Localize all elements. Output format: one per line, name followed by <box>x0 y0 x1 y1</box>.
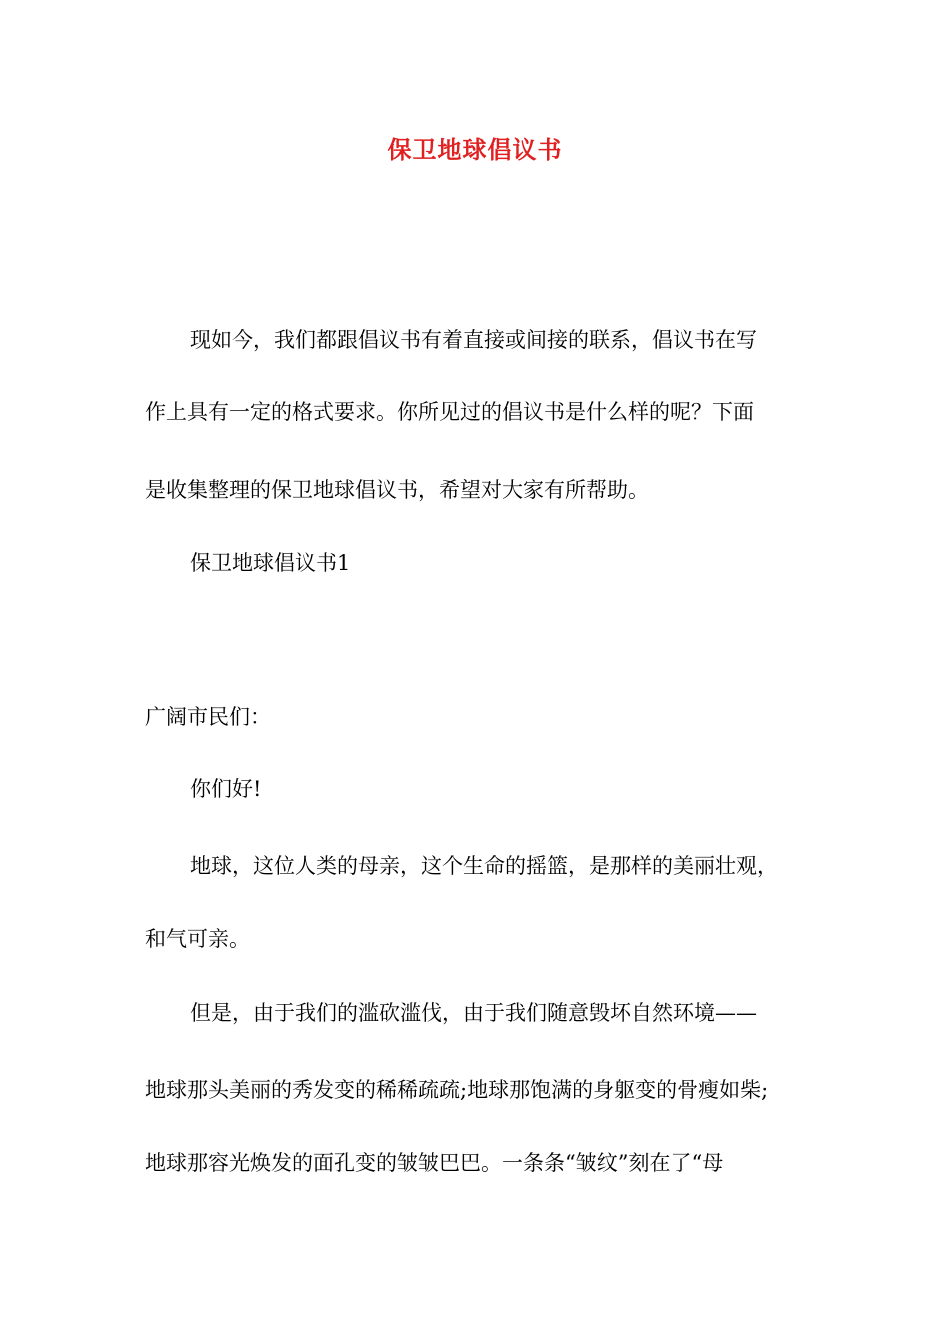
paragraph-line: 地球那头美丽的秀发变的稀稀疏疏;地球那饱满的身躯变的骨瘦如柴; <box>145 1078 769 1102</box>
paragraph-line: 是收集整理的保卫地球倡议书，希望对大家有所帮助。 <box>145 478 649 502</box>
paragraph-line: 作上具有一定的格式要求。你所见过的倡议书是什么样的呢？下面 <box>145 400 754 424</box>
paragraph-line: 地球，这位人类的母亲，这个生命的摇篮，是那样的美丽壮观， <box>190 854 778 878</box>
section-heading: 保卫地球倡议书1 <box>190 551 351 575</box>
greeting: 你们好! <box>190 777 262 801</box>
document-title: 保卫地球倡议书 <box>387 135 563 164</box>
paragraph-line: 但是，由于我们的滥砍滥伐，由于我们随意毁坏自然环境—— <box>190 1001 757 1025</box>
salutation: 广阔市民们： <box>145 705 271 729</box>
paragraph-line: 和气可亲。 <box>145 927 250 951</box>
paragraph-line: 地球那容光焕发的面孔变的皱皱巴巴。一条条“皱纹”刻在了“母 <box>145 1151 724 1175</box>
paragraph-line: 现如今，我们都跟倡议书有着直接或间接的联系，倡议书在写 <box>190 328 757 352</box>
